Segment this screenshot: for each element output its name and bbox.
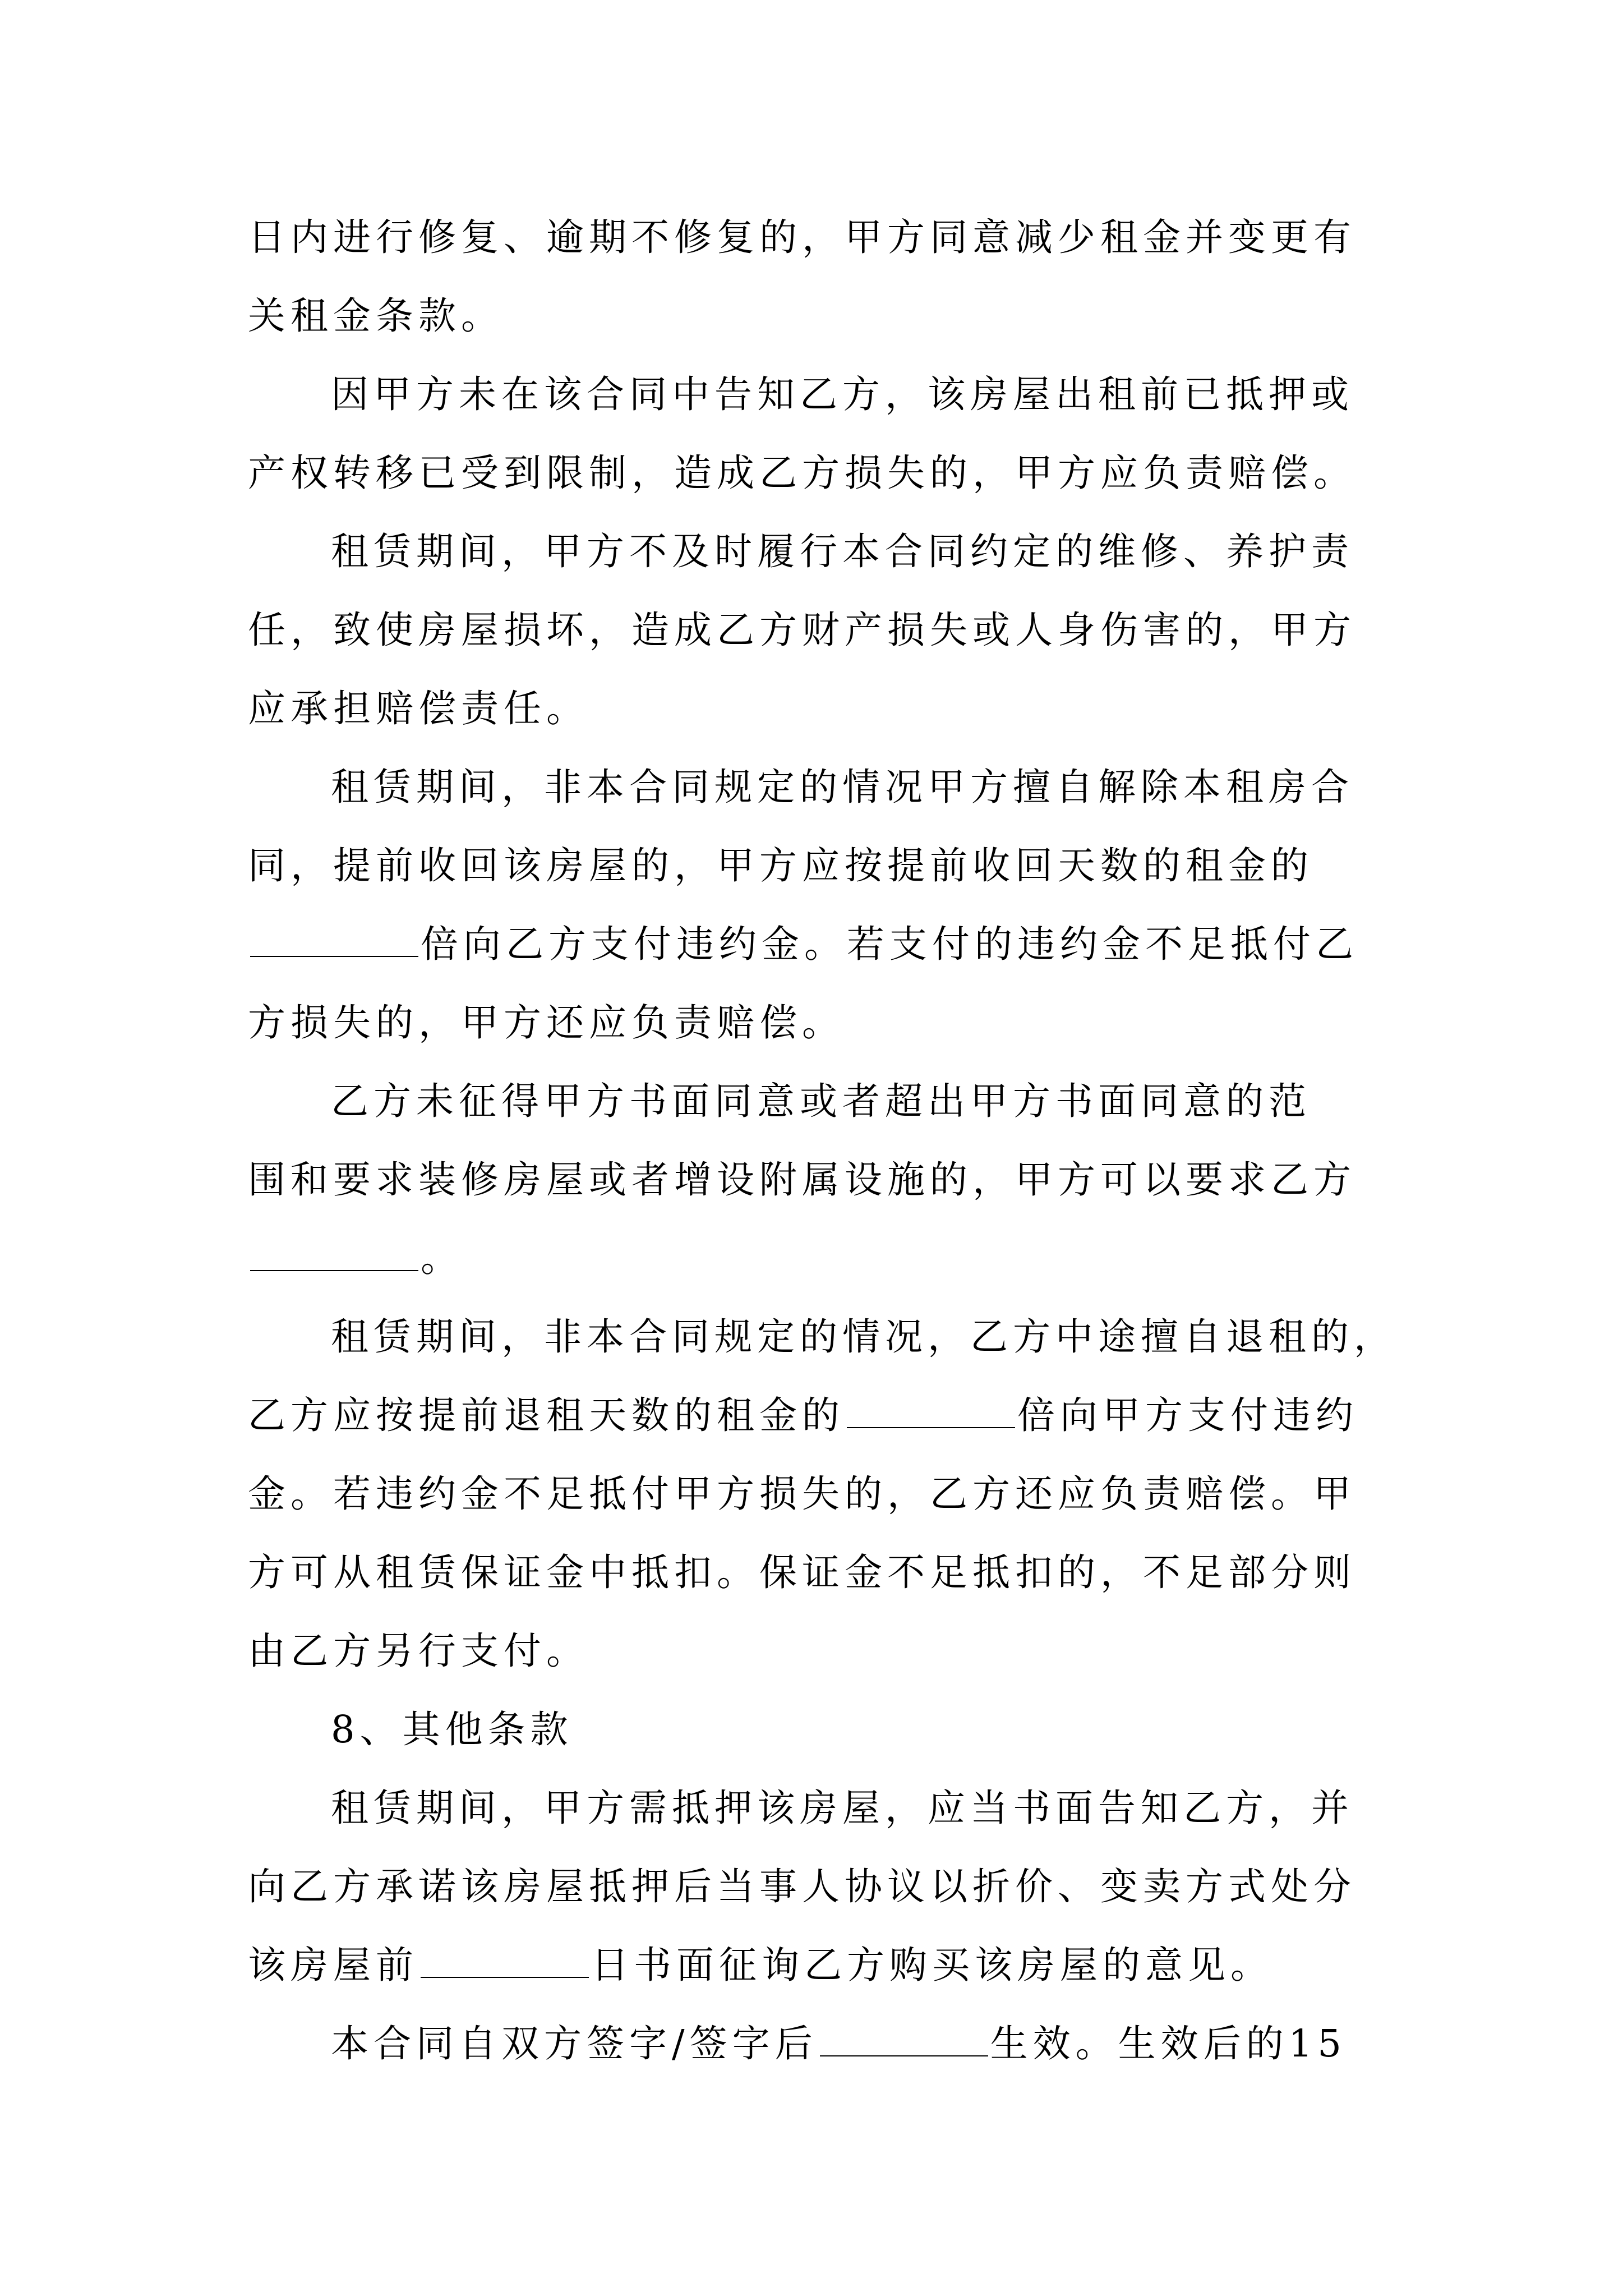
paragraph-line xyxy=(331,1783,1354,1833)
line-text: 同，提前收回该房屋的，甲方应按提前收回天数的租金的 xyxy=(248,844,1313,887)
line-text: 方可从租赁保证金中抵扣。保证金不足抵扣的，不足部分则 xyxy=(248,1550,1356,1594)
paragraph-line xyxy=(248,683,589,734)
line-text: 日内进行修复、逾期不修复的，甲方同意减少租金并变更有 xyxy=(248,215,1356,259)
line-text: 生效。生效后的15 xyxy=(990,2022,1347,2065)
line-text: 日书面征询乙方购买该房屋的意见。 xyxy=(591,1943,1273,1987)
paragraph-line xyxy=(248,1390,1358,1441)
fill-in-blank xyxy=(820,2019,988,2056)
paragraph-line xyxy=(248,605,1356,655)
line-text: 乙方应按提前退租天数的租金的 xyxy=(248,1393,845,1437)
paragraph-line xyxy=(331,526,1354,577)
section-heading xyxy=(331,1704,573,1755)
line-text: 租赁期间，非本合同规定的情况甲方擅自解除本租房合 xyxy=(331,765,1354,809)
paragraph-line xyxy=(248,448,1356,498)
paragraph-line xyxy=(248,919,1358,969)
line-text: 由乙方另行支付。 xyxy=(248,1629,589,1673)
paragraph-line xyxy=(248,212,1356,263)
fill-in-blank xyxy=(847,1391,1015,1428)
line-text: 倍向乙方支付违约金。若支付的违约金不足抵付乙 xyxy=(421,922,1358,966)
line-text: 租赁期间，非本合同规定的情况，乙方中途擅自退租的， xyxy=(331,1315,1396,1359)
line-text: 金。若违约金不足抵付甲方损失的，乙方还应负责赔偿。甲 xyxy=(248,1472,1356,1516)
paragraph-line xyxy=(248,1233,463,1283)
paragraph-line xyxy=(331,2018,1347,2069)
paragraph-line xyxy=(248,840,1313,891)
paragraph-line xyxy=(248,997,845,1048)
line-text: 租赁期间，甲方需抵押该房屋，应当书面告知乙方，并 xyxy=(331,1786,1354,1830)
line-text: 。 xyxy=(421,1236,463,1280)
line-text: 产权转移已受到限制，造成乙方损失的，甲方应负责赔偿。 xyxy=(248,451,1356,495)
paragraph-line xyxy=(248,1547,1356,1598)
line-text: 方损失的，甲方还应负责赔偿。 xyxy=(248,1001,845,1045)
paragraph-line xyxy=(248,1861,1356,1912)
paragraph-line xyxy=(248,1154,1356,1205)
line-text: 应承担赔偿责任。 xyxy=(248,687,589,730)
paragraph-line xyxy=(331,762,1354,812)
line-text: 因甲方未在该合同中告知乙方，该房屋出租前已抵押或 xyxy=(331,372,1354,416)
line-text: 任，致使房屋损坏，造成乙方财产损失或人身伤害的，甲方 xyxy=(248,608,1356,652)
paragraph-line xyxy=(248,1469,1356,1519)
line-text: 该房屋前 xyxy=(248,1943,418,1987)
line-text: 关租金条款。 xyxy=(248,294,504,338)
fill-in-blank xyxy=(250,920,418,957)
paragraph-line xyxy=(331,1076,1311,1126)
line-text: 围和要求装修房屋或者增设附属设施的，甲方可以要求乙方 xyxy=(248,1158,1356,1202)
paragraph-line xyxy=(248,1940,1273,1990)
fill-in-blank xyxy=(250,1234,418,1271)
paragraph-line xyxy=(248,291,504,341)
paragraph-line xyxy=(331,369,1354,420)
line-text: 租赁期间，甲方不及时履行本合同约定的维修、养护责 xyxy=(331,530,1354,573)
line-text: 向乙方承诺该房屋抵押后当事人协议以折价、变卖方式处分 xyxy=(248,1865,1356,1908)
fill-in-blank xyxy=(421,1941,589,1978)
section-heading-text: 8、其他条款 xyxy=(331,1708,573,1751)
line-text: 本合同自双方签字/签字后 xyxy=(331,2022,818,2065)
paragraph-line xyxy=(331,1312,1396,1362)
line-text: 乙方未征得甲方书面同意或者超出甲方书面同意的范 xyxy=(331,1079,1311,1123)
paragraph-line xyxy=(248,1626,589,1676)
line-text: 倍向甲方支付违约 xyxy=(1017,1393,1358,1437)
